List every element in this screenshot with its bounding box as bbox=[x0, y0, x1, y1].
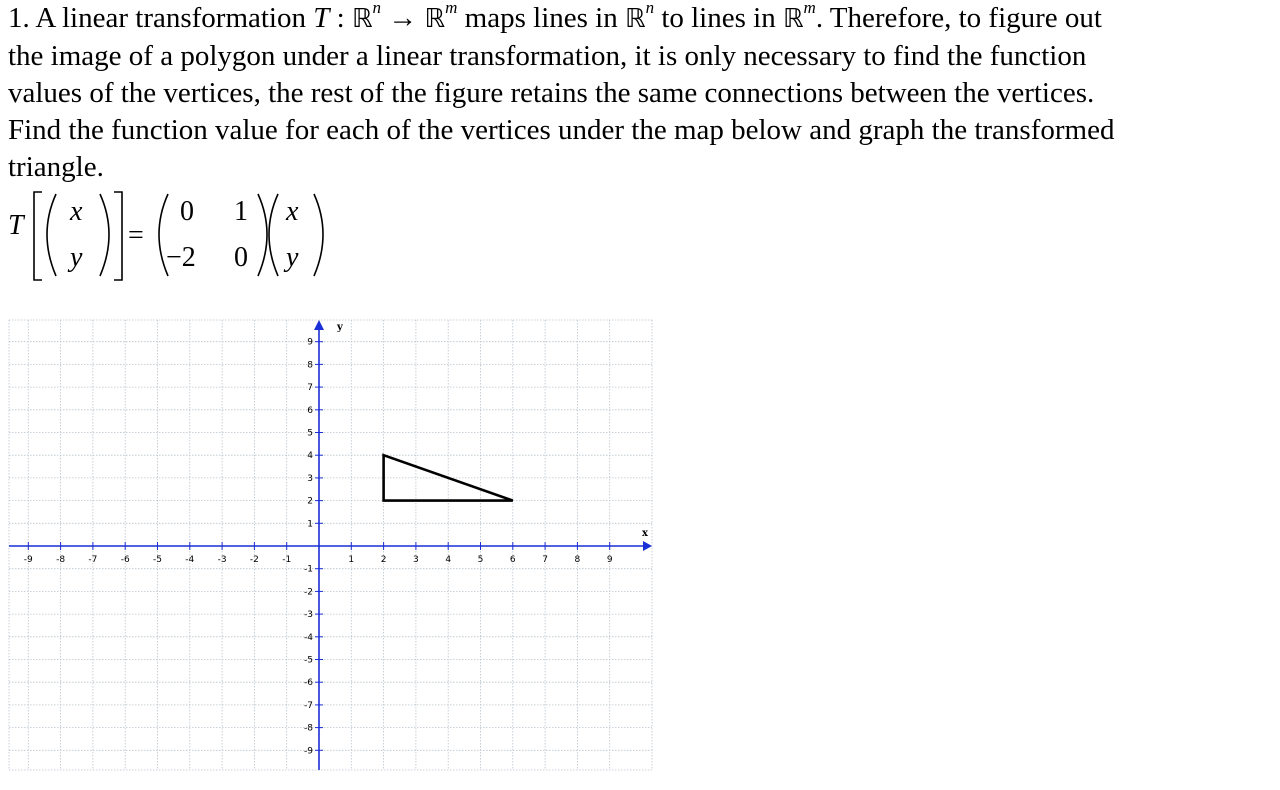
x-tick-label: 2 bbox=[380, 555, 387, 565]
vector-y: y bbox=[286, 242, 299, 273]
right-paren-vector bbox=[314, 194, 323, 276]
x-tick-label: 6 bbox=[509, 555, 516, 565]
x-tick-label: -3 bbox=[217, 555, 227, 565]
y-tick-label: 6 bbox=[307, 405, 313, 416]
x-tick-label: -6 bbox=[120, 555, 130, 565]
y-tick-label: -9 bbox=[304, 746, 313, 757]
x-tick-label: -9 bbox=[23, 555, 33, 565]
x-axis-arrow-icon bbox=[643, 541, 652, 551]
matrix-entry-11: 0 bbox=[180, 196, 194, 227]
x-tick-label: -4 bbox=[185, 555, 195, 565]
y-tick-label: 1 bbox=[307, 519, 313, 530]
x-tick-label: -7 bbox=[88, 555, 98, 565]
problem-line-5: triangle. bbox=[8, 151, 104, 183]
x-tick-label: -1 bbox=[282, 555, 292, 565]
matrix-entry-12: 1 bbox=[234, 196, 248, 227]
y-tick-label: -3 bbox=[304, 610, 313, 621]
y-tick-label: 2 bbox=[307, 496, 313, 507]
equals-sign: = bbox=[128, 220, 144, 251]
x-tick-label: 5 bbox=[477, 555, 484, 565]
coordinate-grid[interactable] bbox=[6, 318, 656, 774]
y-tick-label: 4 bbox=[307, 451, 313, 462]
y-tick-label: 5 bbox=[307, 428, 313, 439]
input-x: x bbox=[70, 196, 83, 227]
y-tick-label: 9 bbox=[307, 337, 313, 348]
y-tick-label: -5 bbox=[304, 655, 313, 666]
problem-text bbox=[8, 0, 1273, 186]
equation-svg bbox=[8, 188, 328, 284]
matrix-entry-21: −2 bbox=[166, 242, 196, 273]
matrix-entry-22: 0 bbox=[234, 242, 248, 273]
problem-line-1: 1. A linear transformation T : ℝ$^n$ → ℝ$^m$ maps lines in ℝ$^n$ to lines in ℝ$^m$. Therefore, to figure out bbox=[8, 0, 1102, 34]
y-tick-label: -1 bbox=[304, 564, 313, 575]
left-paren-input bbox=[47, 194, 56, 276]
x-tick-label: 3 bbox=[413, 555, 419, 565]
y-tick-label: -4 bbox=[304, 632, 313, 643]
vector-x: x bbox=[286, 196, 299, 227]
y-tick-label: -2 bbox=[304, 587, 313, 598]
y-tick-label: 7 bbox=[307, 383, 313, 394]
problem-line-2: the image of a polygon under a linear transformation, it is only necessary to find the function bbox=[8, 40, 1087, 72]
transformation-equation bbox=[8, 188, 328, 284]
x-tick-label: 4 bbox=[445, 555, 452, 565]
left-paren-vector bbox=[269, 194, 278, 276]
x-axis-label: x bbox=[642, 528, 648, 539]
input-y: y bbox=[70, 242, 83, 273]
problem-number: 1. bbox=[8, 2, 30, 34]
equation-T: T bbox=[8, 210, 24, 241]
y-tick-label: -8 bbox=[304, 723, 313, 734]
x-tick-label: 7 bbox=[542, 555, 548, 565]
y-tick-label: -6 bbox=[304, 678, 313, 689]
x-tick-label: -2 bbox=[249, 555, 259, 565]
problem-line-3: values of the vertices, the rest of the figure retains the same connections between the vertices. bbox=[8, 77, 1095, 109]
x-tick-label: 8 bbox=[574, 555, 581, 565]
right-paren-input bbox=[100, 194, 109, 276]
left-square-bracket bbox=[34, 192, 42, 280]
x-tick-label: -8 bbox=[56, 555, 66, 565]
right-paren-matrix bbox=[258, 194, 267, 276]
x-tick-label: 1 bbox=[348, 555, 355, 565]
x-tick-label: -5 bbox=[153, 555, 162, 565]
y-axis-arrow-icon bbox=[314, 320, 324, 330]
y-tick-label: 8 bbox=[307, 360, 313, 371]
right-square-bracket bbox=[114, 192, 122, 280]
grid-svg[interactable] bbox=[6, 318, 656, 774]
y-tick-label: 3 bbox=[307, 473, 313, 484]
y-tick-label: -7 bbox=[304, 700, 313, 711]
y-axis-label: y bbox=[337, 322, 343, 333]
problem-line-4: Find the function value for each of the vertices under the map below and graph the transformed bbox=[8, 114, 1115, 146]
x-tick-label: 9 bbox=[606, 555, 613, 565]
